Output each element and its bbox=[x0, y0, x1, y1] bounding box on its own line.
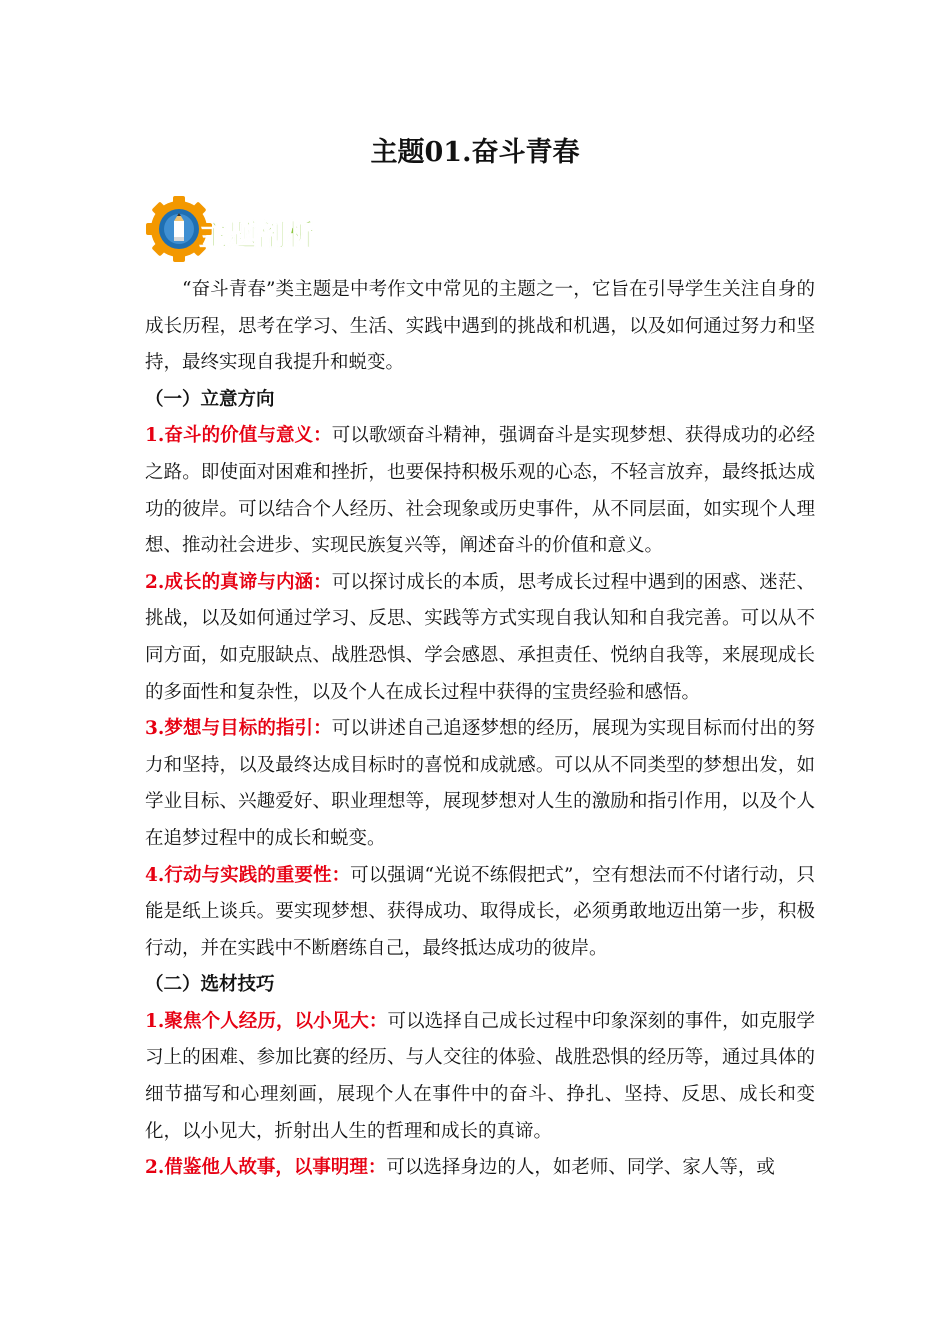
document-body bbox=[145, 272, 815, 1187]
item-text: 可以探讨成长的本质，思考成长过程中遇到的困惑、迷茫、挑战，以及如何通过学习、反思、实践等方式实现自我认知和自我完善。可以从不同方面，如克服缺点、战胜恐惧、学会感恩、承担责任、悦纳自我等，来展现成长的多面性和复杂性，以及个人在成长过程中获得的宝贵经验和感悟。 bbox=[145, 571, 815, 703]
item-label: 2.成长的真谛与内涵： bbox=[145, 571, 332, 593]
topic-analysis-badge bbox=[145, 195, 345, 263]
item-text: 可以选择自己成长过程中印象深刻的事件，如克服学习上的困难、参加比赛的经历、与人交往的体验、战胜恐惧的经历等，通过具体的细节描写和心理刻画，展现个人在事件中的奋斗、挣扎、坚持、反思、成长和变化，以小见大，折射出人生的哲理和成长的真谛。 bbox=[145, 1010, 815, 1142]
item-text: 可以选择身边的人，如老师、同学、家人等，或 bbox=[386, 1157, 775, 1179]
item-text: 可以歌颂奋斗精神，强调奋斗是实现梦想、获得成功的必经之路。即使面对困难和挫折，也要保持积极乐观的心态，不轻言放弃，最终抵达成功的彼岸。可以结合个人经历、社会现象或历史事件，从不同层面，如实现个人理想、推动社会进步、实现民族复兴等，阐述奋斗的价值和意义。 bbox=[145, 425, 815, 557]
item-label: 3.梦想与目标的指引： bbox=[145, 718, 332, 740]
item-label: 1.聚焦个人经历，以小见大： bbox=[145, 1010, 388, 1032]
list-item bbox=[145, 1004, 815, 1150]
list-item bbox=[145, 711, 815, 857]
page-title: 主题01.奋斗青春 bbox=[370, 137, 580, 168]
item-label: 4.行动与实践的重要性： bbox=[145, 864, 351, 886]
list-item bbox=[145, 1150, 815, 1187]
intro-paragraph: “奋斗青春”类主题是中考作文中常见的主题之一，它旨在引导学生关注自身的成长历程，思考在学习、生活、实践中遇到的挑战和机遇，以及如何通过努力和坚持，最终实现自我提升和蜕变。 bbox=[145, 279, 815, 374]
list-item bbox=[145, 418, 815, 564]
item-text: 可以强调“光说不练假把式”，空有想法而不付诸行动，只能是纸上谈兵。要实现梦想、获得成功、取得成长，必须勇敢地迈出第一步，积极行动，并在实践中不断磨练自己，最终抵达成功的彼岸。 bbox=[145, 864, 815, 959]
pencil-gear-icon bbox=[145, 195, 345, 263]
list-item bbox=[145, 858, 815, 968]
item-text: 可以讲述自己追逐梦想的经历，展现为实现目标而付出的努力和坚持，以及最终达成目标时的喜悦和成就感。可以从不同类型的梦想出发，如学业目标、兴趣爱好、职业理想等，展现梦想对人生的激励和指引作用，以及个人在追梦过程中的成长和蜕变。 bbox=[145, 718, 815, 849]
section-heading: （一）立意方向 bbox=[145, 388, 275, 410]
list-item bbox=[145, 565, 815, 711]
item-label: 2.借鉴他人故事，以事明理： bbox=[145, 1157, 387, 1179]
section-heading: （二）选材技巧 bbox=[145, 974, 275, 996]
badge-label: 主题剖析 bbox=[199, 218, 316, 252]
item-label: 1.奋斗的价值与意义： bbox=[145, 425, 332, 447]
